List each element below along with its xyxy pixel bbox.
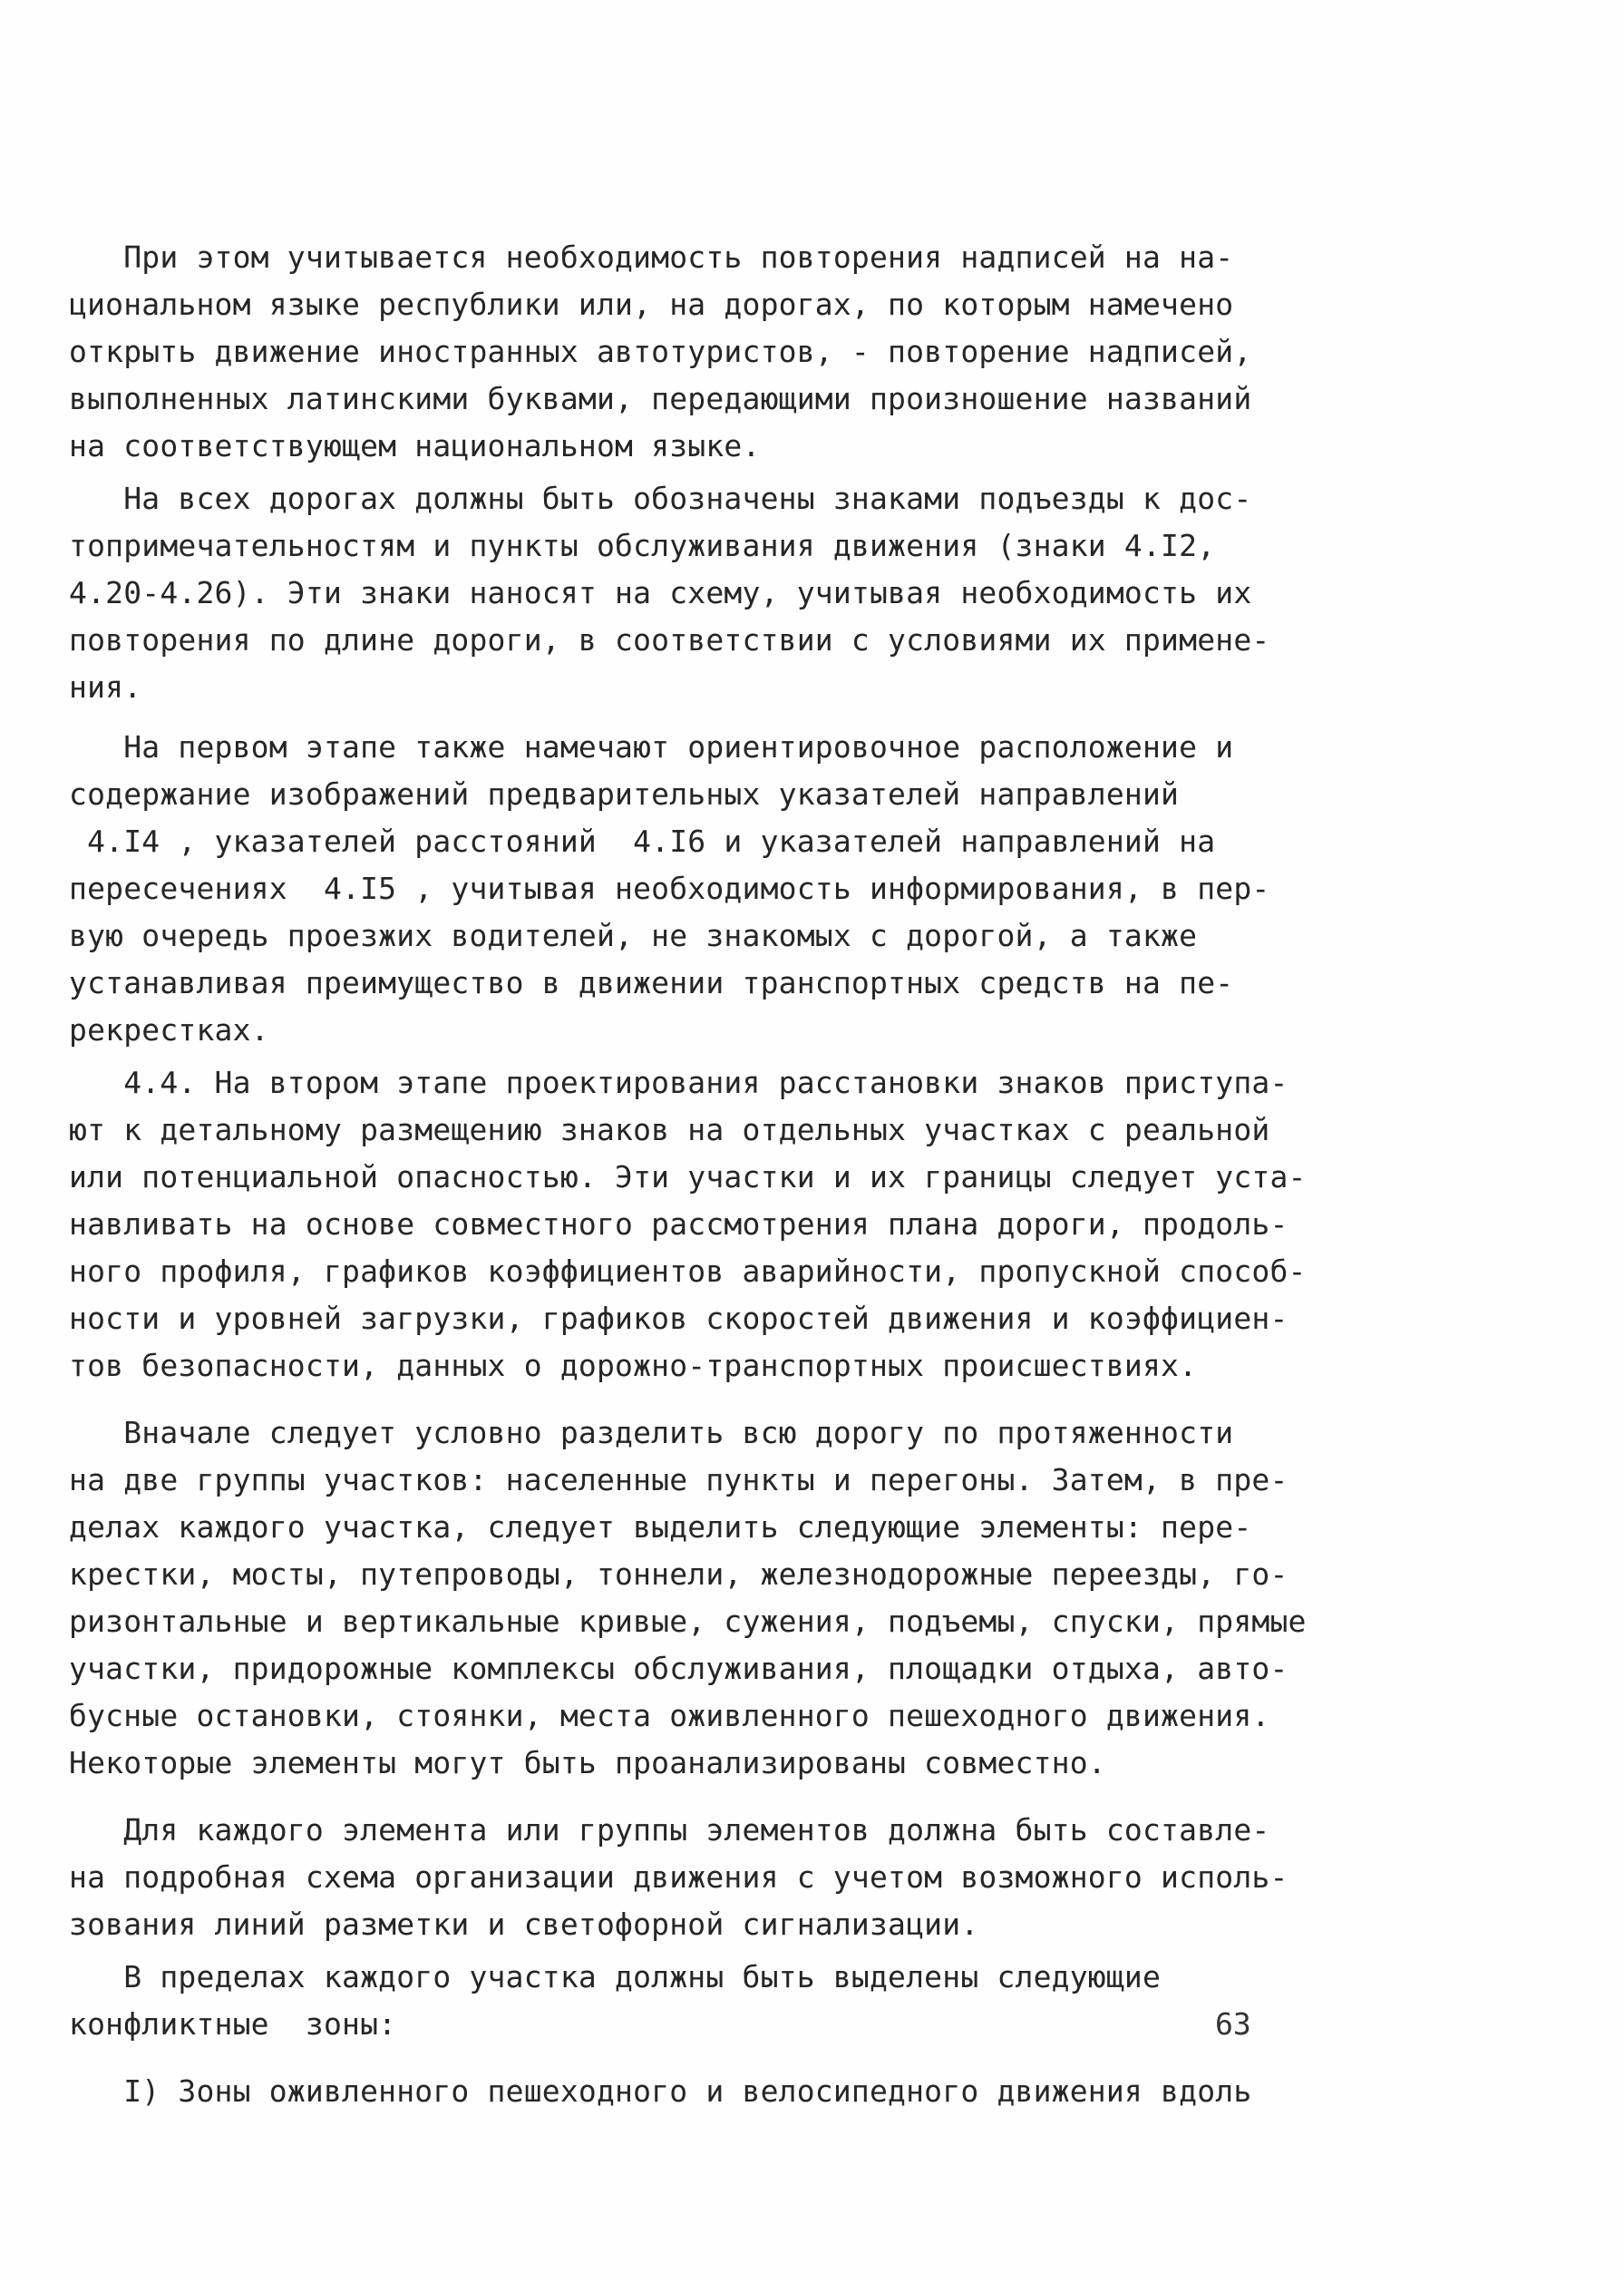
text-line: ризонтальные и вертикальные кривые, сужения, подъемы, спуски, прямые — [69, 1604, 1307, 1639]
text-line: на две группы участков: населенные пункты и перегоны. Затем, в пре- — [69, 1462, 1289, 1497]
text-line: навливать на основе совместного рассмотрения плана дороги, продоль- — [69, 1206, 1289, 1242]
paragraph — [69, 1954, 1311, 2048]
text-line: выполненных латинскими буквами, передающими произношение названий — [69, 381, 1252, 416]
text-line: топримечательностям и пункты обслуживания движения (знаки 4.I2, — [69, 528, 1216, 563]
text-line: ния. — [69, 669, 142, 705]
paragraph — [69, 2068, 1311, 2115]
text-line: В пределах каждого участка должны быть выделены следующие — [69, 1959, 1162, 1994]
document-body — [69, 234, 1311, 2115]
text-line: ного профиля, графиков коэффициентов аварийности, пропускной способ- — [69, 1253, 1307, 1289]
text-line: 4.4. На втором этапе проектирования расстановки знаков приступа- — [69, 1065, 1289, 1100]
text-line: Некоторые элементы могут быть проанализированы совместно. — [69, 1745, 1106, 1780]
paragraph — [69, 475, 1311, 711]
text-line: открыть движение иностранных автотуристов, - повторение надписей, — [69, 334, 1252, 369]
paragraph — [69, 1059, 1311, 1390]
text-line: ют к детальному размещению знаков на отдельных участках с реальной — [69, 1112, 1270, 1147]
paragraph-gap — [69, 2048, 1311, 2068]
text-line: участки, придорожные комплексы обслуживания, площадки отдыха, авто- — [69, 1651, 1289, 1686]
text-line: При этом учитывается необходимость повторения надписей на на- — [69, 239, 1234, 275]
text-line: циональном языке республики или, на дорогах, по которым намечено — [69, 287, 1234, 322]
text-line: зования линий разметки и светофорной сигнализации. — [69, 1907, 979, 1942]
text-line: ности и уровней загрузки, графиков скоростей движения и коэффициен- — [69, 1301, 1289, 1336]
text-line: Для каждого элемента или группы элементов должна быть составле- — [69, 1812, 1270, 1848]
text-line: повторения по длине дороги, в соответствии с условиями их примене- — [69, 622, 1270, 658]
text-line: или потенциальной опасностью. Эти участки и их границы следует уста- — [69, 1159, 1307, 1195]
text-line: Вначале следует условно разделить всю дорогу по протяженности — [69, 1415, 1234, 1450]
text-line: На всех дорогах должны быть обозначены знаками подъезды к дос- — [69, 481, 1252, 516]
text-line: 4.I4 , указателей расстояний 4.I6 и указателей направлений на — [69, 824, 1216, 859]
paragraph — [69, 234, 1311, 470]
paragraph — [69, 1807, 1311, 1948]
paragraph — [69, 724, 1311, 1054]
text-line: рекрестках. — [69, 1012, 269, 1048]
paragraph-gap — [69, 1787, 1311, 1807]
paragraph-gap — [69, 1390, 1311, 1409]
text-line: тов безопасности, данных о дорожно-транспортных происшествиях. — [69, 1348, 1198, 1383]
paragraph — [69, 1409, 1311, 1787]
page-number: 63 — [1215, 2006, 1251, 2042]
text-line: 4.20-4.26). Эти знаки наносят на схему, учитывая необходимость их — [69, 575, 1252, 610]
text-line: крестки, мосты, путепроводы, тоннели, железнодорожные переезды, го- — [69, 1556, 1289, 1592]
text-line: вую очередь проезжих водителей, не знакомых с дорогой, а также — [69, 918, 1198, 953]
text-line: бусные остановки, стоянки, места оживленного пешеходного движения. — [69, 1698, 1270, 1733]
text-line: I) Зоны оживленного пешеходного и велосипедного движения вдоль — [69, 2073, 1252, 2109]
text-line: устанавливая преимущество в движении транспортных средств на пе- — [69, 965, 1234, 1000]
text-line: конфликтные зоны: — [69, 2006, 397, 2042]
text-line: содержание изображений предварительных указателей направлений — [69, 776, 1180, 812]
text-line: пересечениях 4.I5 , учитывая необходимость информирования, в пер- — [69, 871, 1270, 906]
text-line: На первом этапе также намечают ориентировочное расположение и — [69, 729, 1234, 765]
paragraph-gap — [69, 711, 1311, 724]
text-line: на соответствующем национальном языке. — [69, 428, 761, 463]
text-line: делах каждого участка, следует выделить следующие элементы: пере- — [69, 1509, 1252, 1545]
text-line: на подробная схема организации движения с учетом возможного исполь- — [69, 1859, 1289, 1895]
